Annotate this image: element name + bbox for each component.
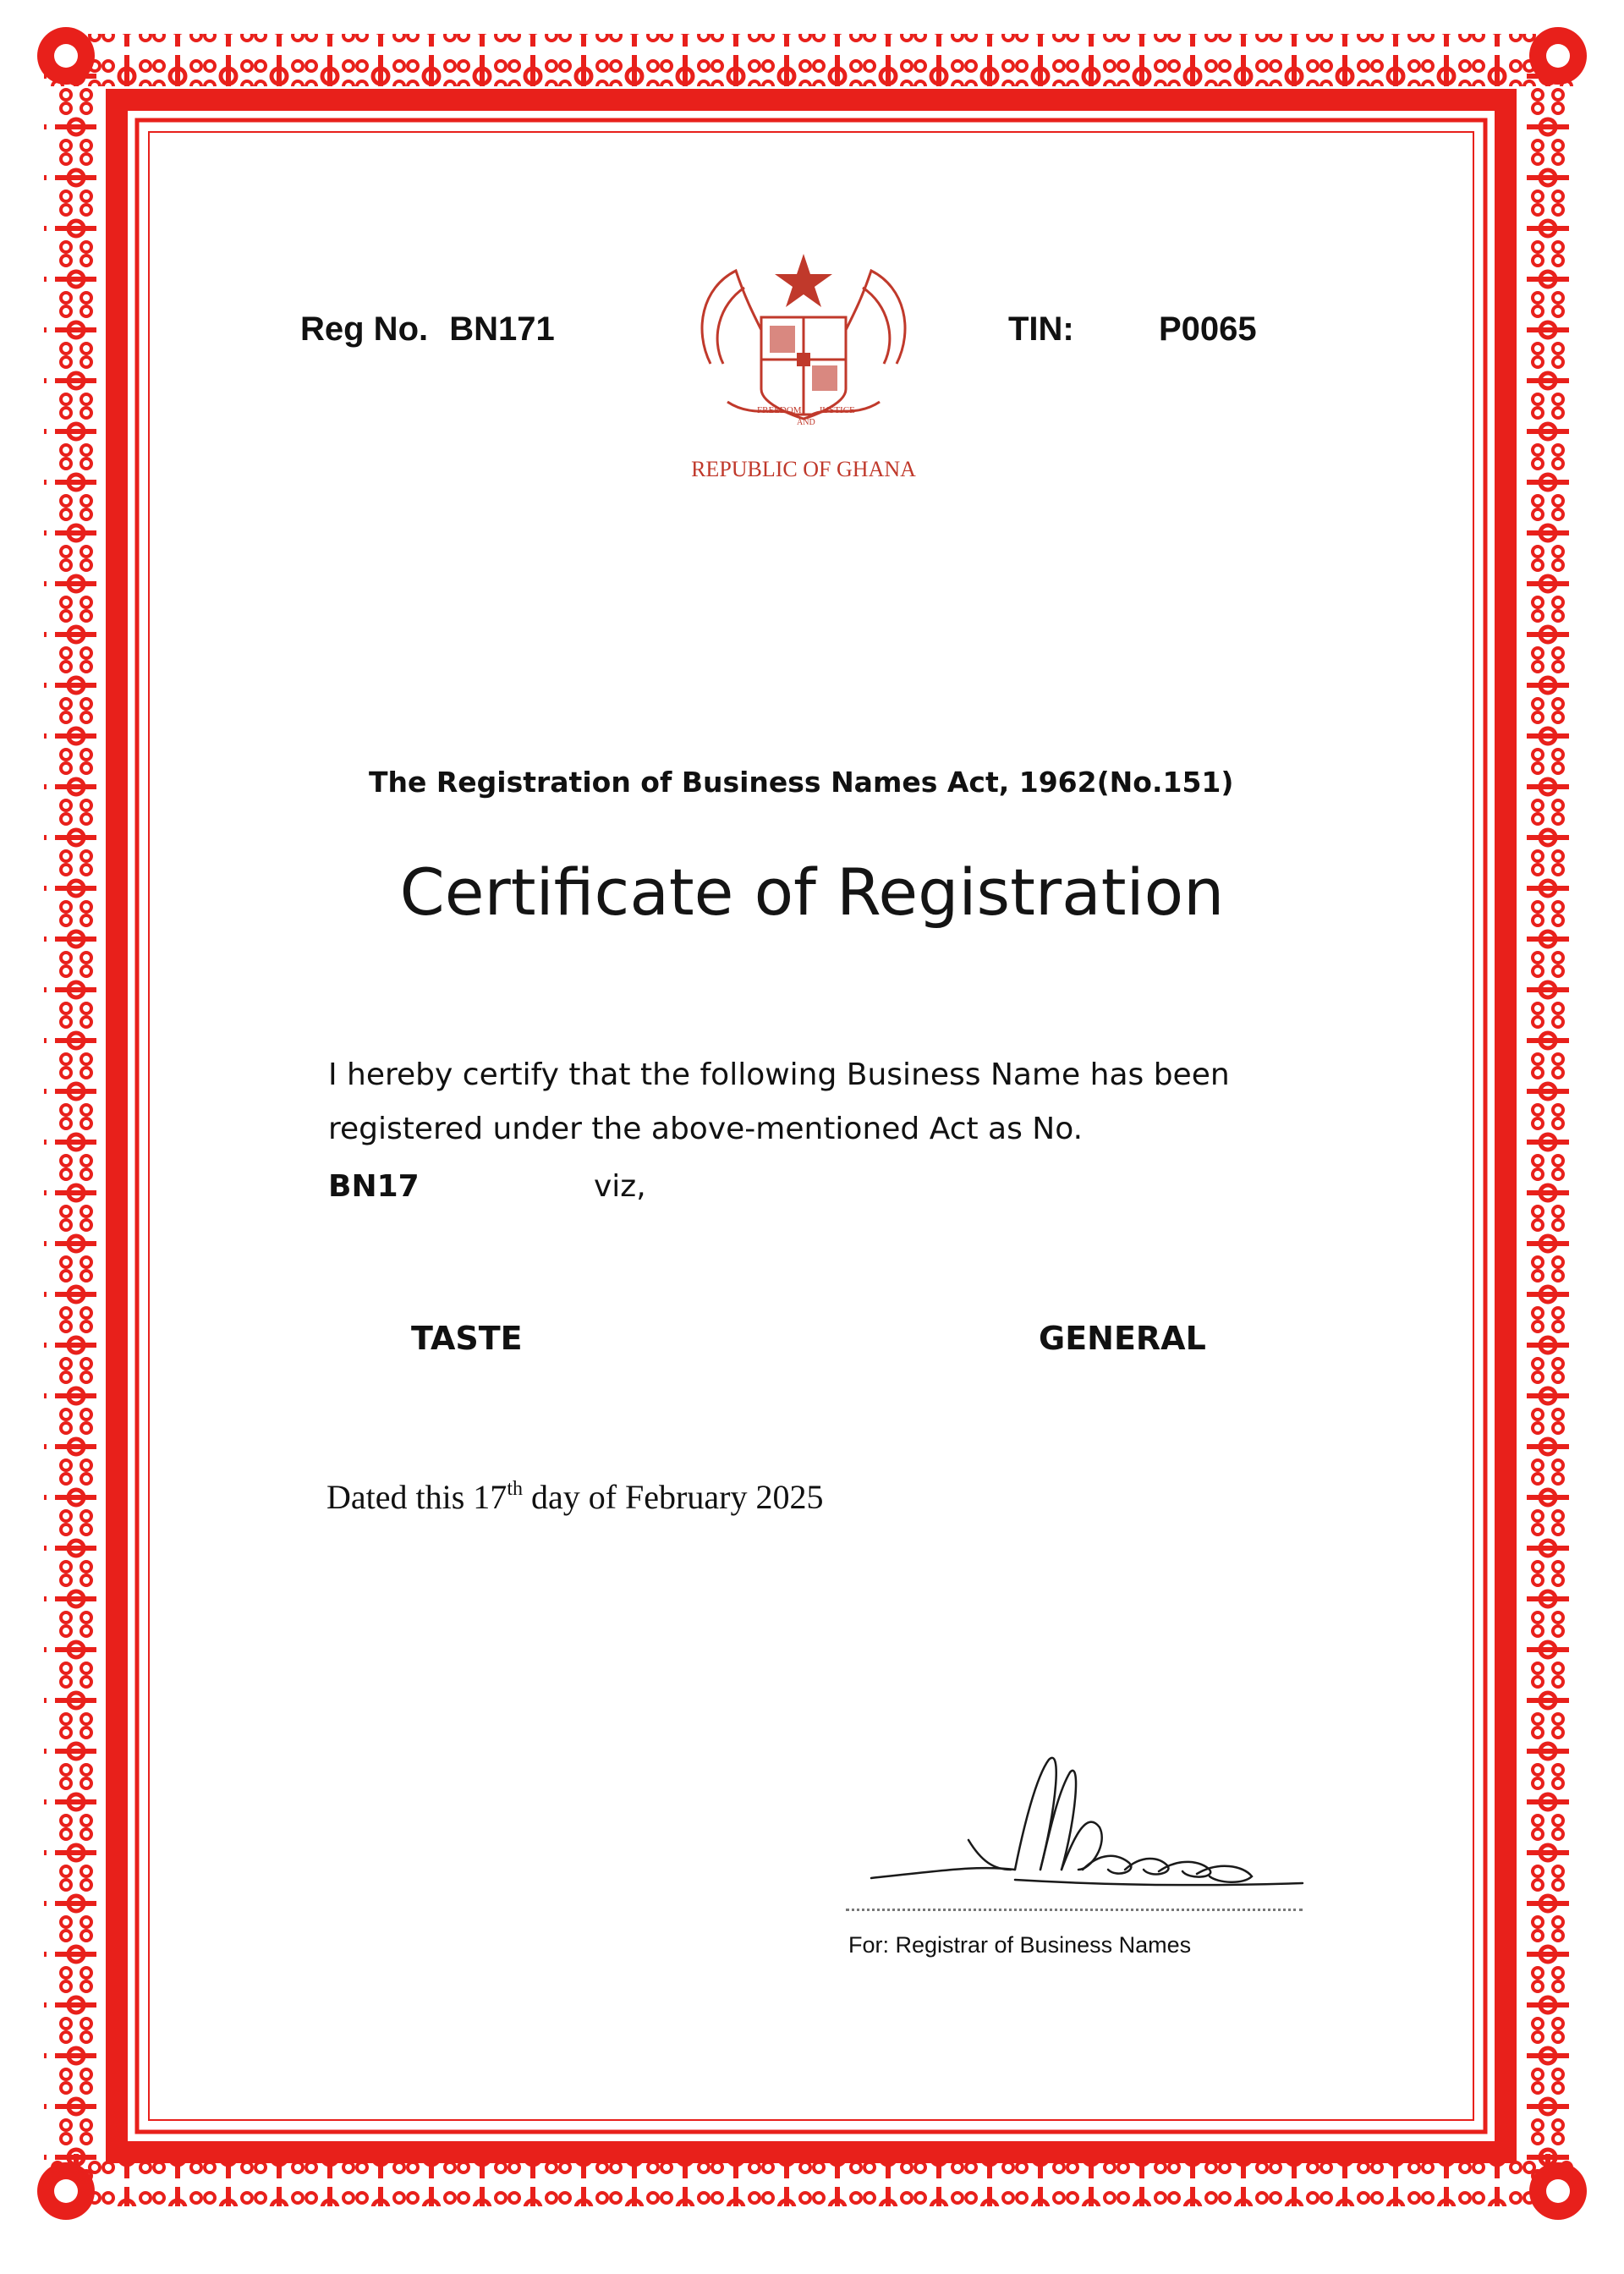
date-rest: day of February 2025 (522, 1478, 824, 1516)
reg-no-value: BN171 (449, 310, 555, 348)
tin-value: P0065 (1159, 310, 1257, 348)
signature-caption: For: Registrar of Business Names (848, 1932, 1192, 1958)
viz-text: viz, (594, 1169, 646, 1204)
certificate-title: Certificate of Registration (399, 854, 1225, 930)
business-name-part-1: TASTE (411, 1320, 523, 1357)
emblem-motto-and: AND (797, 418, 815, 427)
act-reference: The Registration of Business Names Act, 1962(No.151) (369, 766, 1234, 799)
signature-line (846, 1909, 1303, 1911)
date-line (326, 1477, 823, 1517)
registrar-signature (846, 1743, 1320, 1912)
certify-line-1: I hereby certify that the following Business Name has been (328, 1057, 1230, 1092)
registration-number: BN17 (328, 1169, 420, 1204)
emblem-caption: REPUBLIC OF GHANA (691, 457, 916, 481)
business-name-part-2: GENERAL (1039, 1320, 1206, 1357)
date-ordinal: th (507, 1478, 523, 1500)
tin-label: TIN: (1008, 310, 1074, 348)
date-prefix: Dated this 17 (326, 1478, 508, 1516)
emblem-motto-justice: JUSTICE (819, 405, 855, 415)
reg-no (300, 310, 555, 349)
ghana-coat-of-arms (677, 237, 930, 448)
emblem-motto-freedom: FREEDOM (757, 405, 802, 415)
reg-no-label: Reg No. (300, 310, 429, 348)
certify-line-2: registered under the above-mentioned Act as No. (328, 1112, 1084, 1146)
